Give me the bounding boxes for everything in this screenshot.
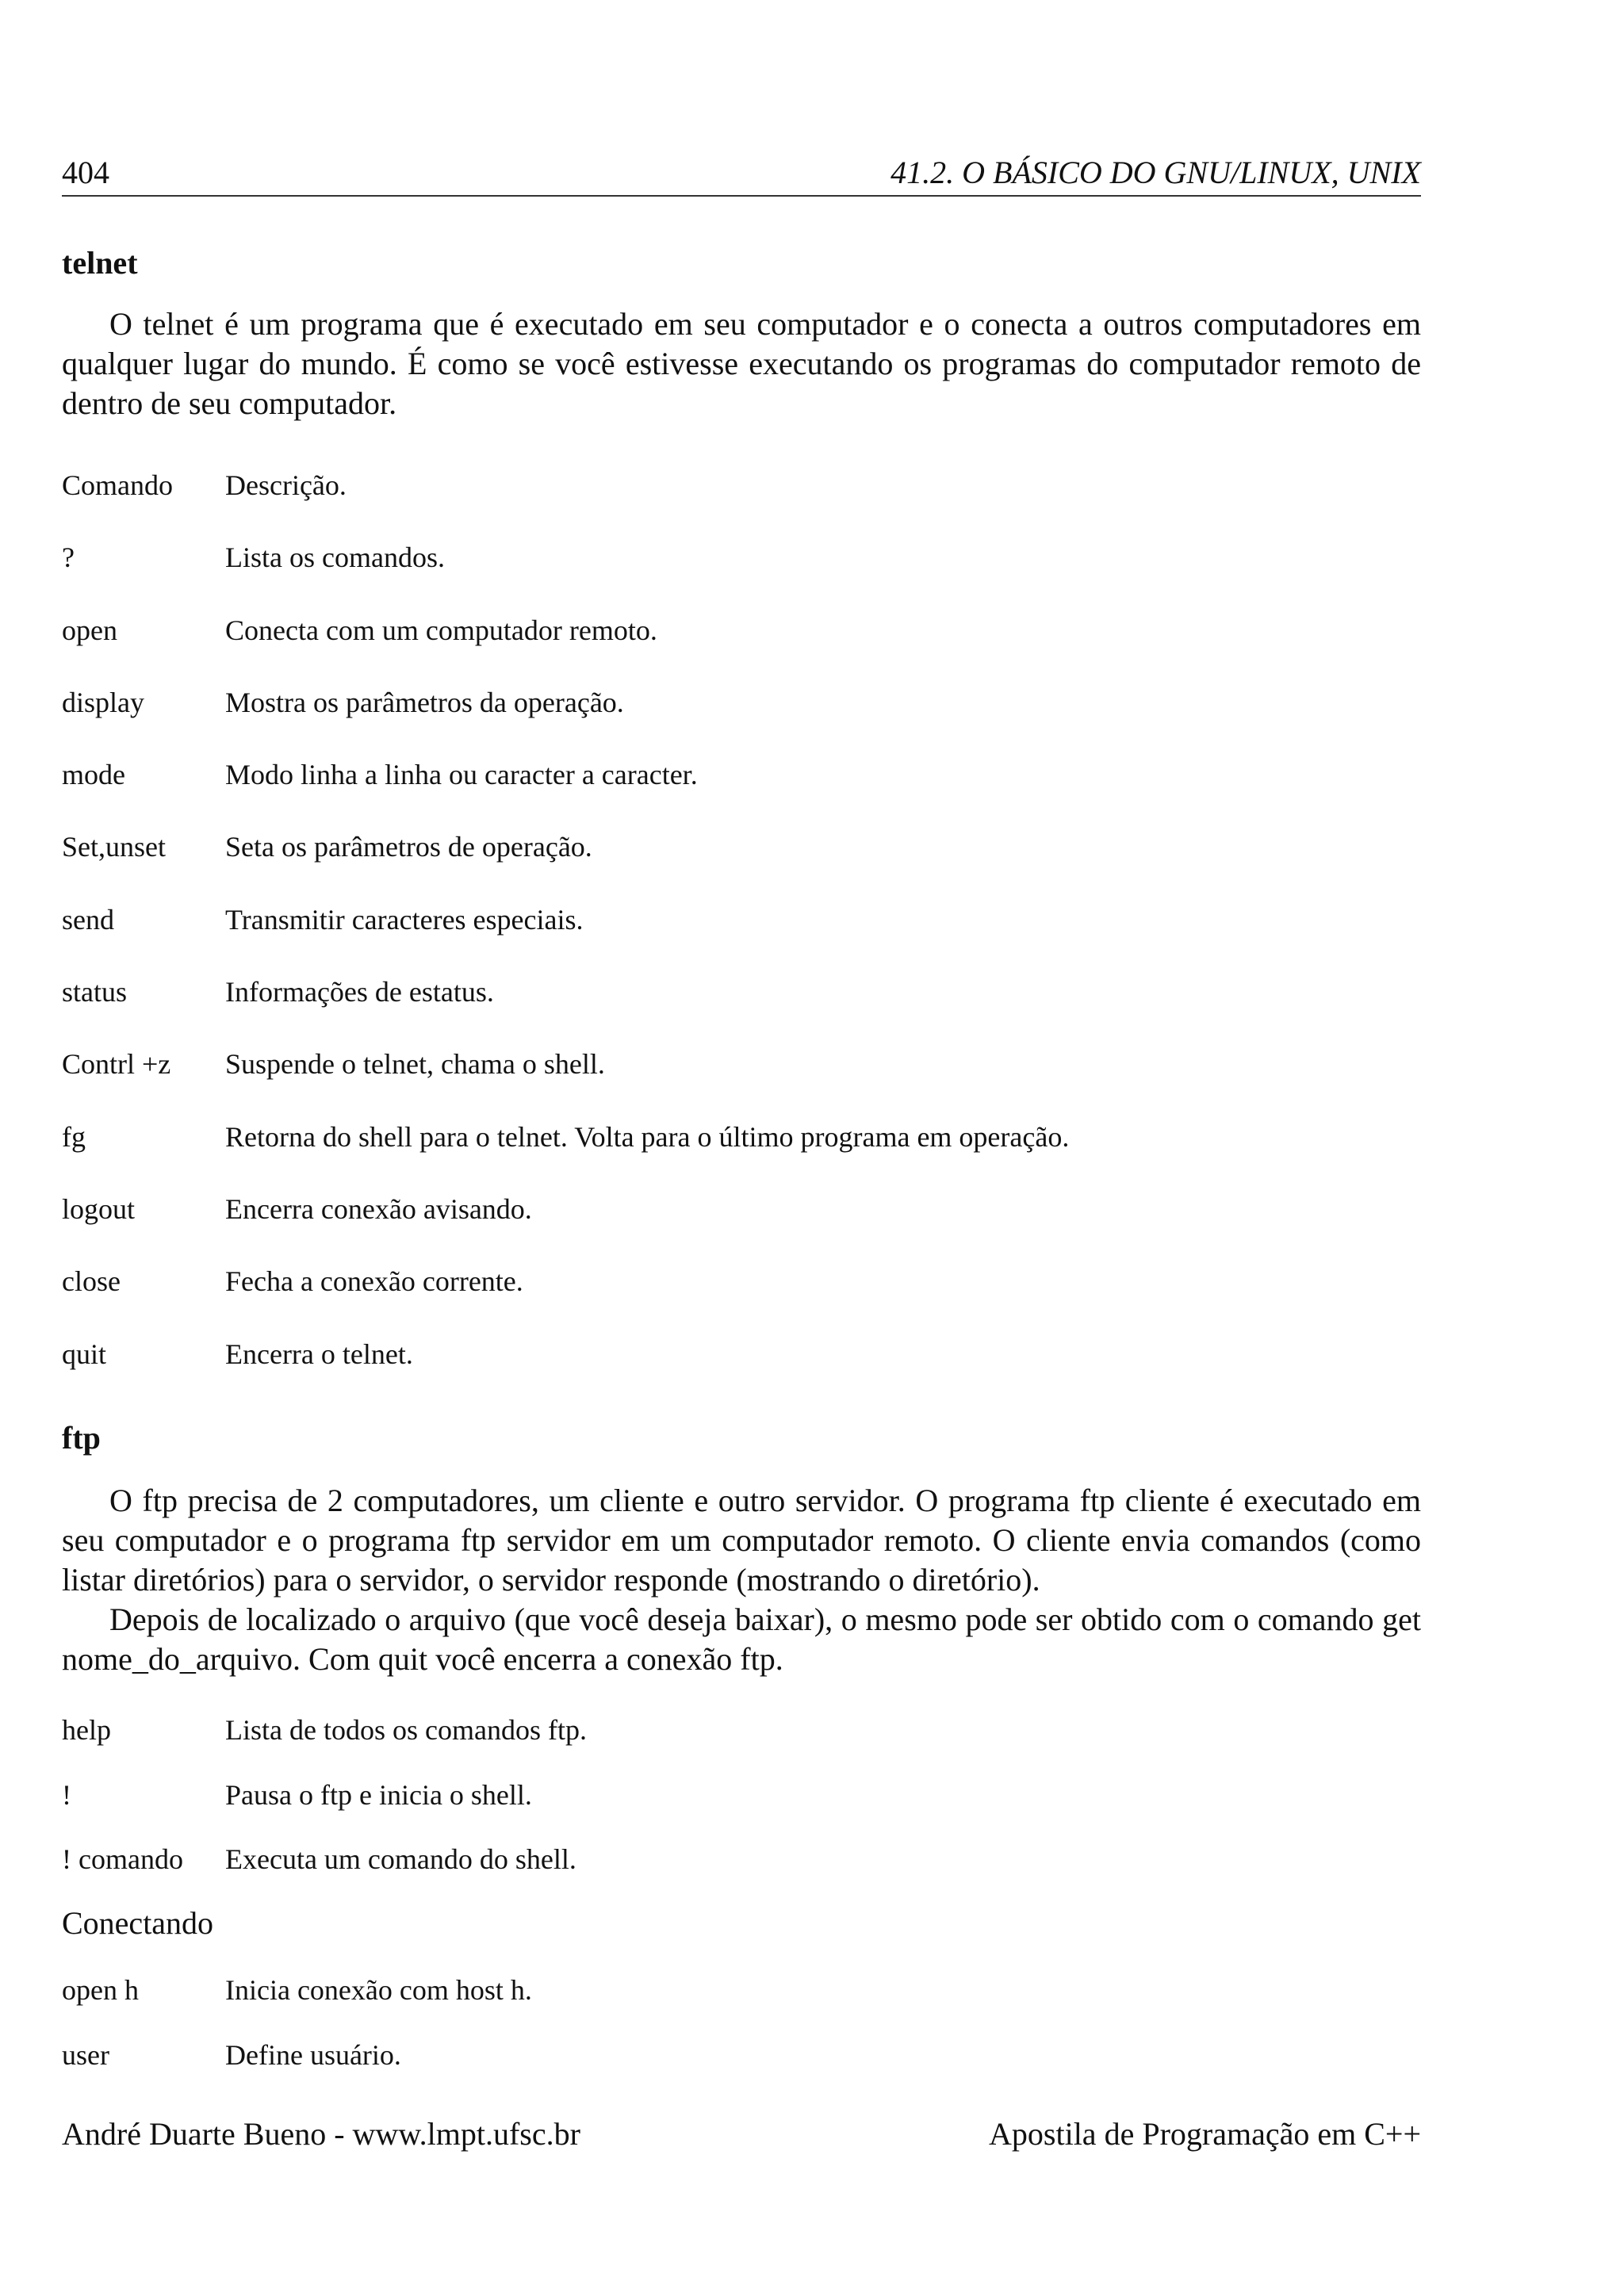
column-header-command: Comando — [62, 469, 173, 501]
page-header — [62, 152, 1421, 197]
command-description: Executa um comando do shell. — [225, 1843, 576, 1875]
command-name: logout — [62, 1192, 136, 1225]
column-header-description: Descrição. — [225, 469, 347, 501]
command-description: Conecta com um computador remoto. — [225, 614, 657, 646]
command-description: Modo linha a linha ou caracter a caracter. — [225, 759, 698, 791]
command-name: ! — [62, 1778, 71, 1811]
command-name: display — [62, 686, 144, 718]
command-description: Pausa o ftp e inicia o shell. — [225, 1778, 532, 1811]
ftp-command-table — [62, 1712, 1421, 1907]
document-page — [62, 0, 1421, 2296]
table-row — [62, 974, 1421, 1047]
command-name: Contrl +z — [62, 1048, 171, 1081]
table-row — [62, 1192, 1421, 1264]
command-description: Fecha a conexão corrente. — [225, 1265, 523, 1298]
command-name: quit — [62, 1337, 107, 1370]
subheading-conectando: Conectando — [62, 1905, 214, 1941]
command-description: Suspende o telnet, chama o shell. — [225, 1048, 605, 1081]
command-description: Define usuário. — [225, 2038, 401, 2071]
command-name: open h — [62, 1974, 139, 2006]
table-row — [62, 1337, 1421, 1409]
running-title: 41.2. O BÁSICO DO GNU/LINUX, UNIX — [891, 155, 1421, 190]
page-number: 404 — [62, 155, 109, 190]
table-row — [62, 1264, 1421, 1336]
ftp-connect-table — [62, 1973, 1421, 2102]
command-name: send — [62, 903, 114, 936]
telnet-command-table — [62, 468, 1421, 1409]
paragraph-text: O ftp precisa de 2 computadores, um cliente e outro servidor. O programa ftp cliente é executado em seu computador e o programa ftp servidor em um computador remoto. O cliente envia comandos (como listar diretórios) para o servidor, o servidor responde (mostrando o diretório). — [62, 1483, 1421, 1598]
table-row — [62, 2038, 1421, 2103]
command-description: Encerra conexão avisando. — [225, 1192, 532, 1225]
table-row — [62, 1712, 1421, 1777]
table-row — [62, 1119, 1421, 1192]
command-description: Informações de estatus. — [225, 976, 494, 1008]
command-name: ? — [62, 541, 75, 574]
table-row — [62, 1047, 1421, 1119]
command-name: status — [62, 976, 128, 1008]
command-name: open — [62, 614, 117, 646]
paragraph-text: Depois de localizado o arquivo (que você deseja baixar), o mesmo pode ser obtido com o comando get nome_do_arquivo. Com quit você encerra a conexão ftp. — [62, 1601, 1421, 1677]
command-description: Transmitir caracteres especiais. — [225, 903, 584, 936]
table-row — [62, 540, 1421, 612]
command-name: ! comando — [62, 1843, 183, 1875]
table-row — [62, 1777, 1421, 1843]
table-row — [62, 757, 1421, 829]
table-row — [62, 613, 1421, 685]
table-row — [62, 829, 1421, 901]
command-description: Retorna do shell para o telnet. Volta para o último programa em operação. — [225, 1120, 1070, 1153]
command-name: help — [62, 1714, 111, 1746]
command-name: user — [62, 2038, 109, 2071]
command-description: Lista os comandos. — [225, 541, 445, 574]
command-name: Set,unset — [62, 831, 166, 863]
table-row — [62, 1973, 1421, 2038]
command-description: Inicia conexão com host h. — [225, 1974, 532, 2006]
command-name: close — [62, 1265, 121, 1298]
telnet-paragraph — [62, 304, 1421, 423]
section-title-telnet: telnet — [62, 245, 138, 281]
command-name: fg — [62, 1120, 86, 1153]
table-header-row — [62, 468, 1421, 540]
table-row — [62, 902, 1421, 974]
command-description: Encerra o telnet. — [225, 1337, 413, 1370]
section-title-ftp: ftp — [62, 1420, 101, 1456]
command-description: Mostra os parâmetros da operação. — [225, 686, 624, 718]
ftp-paragraphs — [62, 1481, 1421, 1679]
footer-book-title: Apostila de Programação em C++ — [989, 2116, 1421, 2152]
footer-author: André Duarte Bueno - www.lmpt.ufsc.br — [62, 2116, 580, 2152]
command-description: Seta os parâmetros de operação. — [225, 831, 592, 863]
table-row — [62, 1842, 1421, 1907]
command-name: mode — [62, 759, 125, 791]
command-description: Lista de todos os comandos ftp. — [225, 1714, 587, 1746]
paragraph-text: O telnet é um programa que é executado em seu computador e o conecta a outros computadores em qualquer lugar do mundo. É como se você estivesse executando os programas do computador remoto de dentro de seu computador. — [62, 306, 1421, 421]
table-row — [62, 685, 1421, 757]
